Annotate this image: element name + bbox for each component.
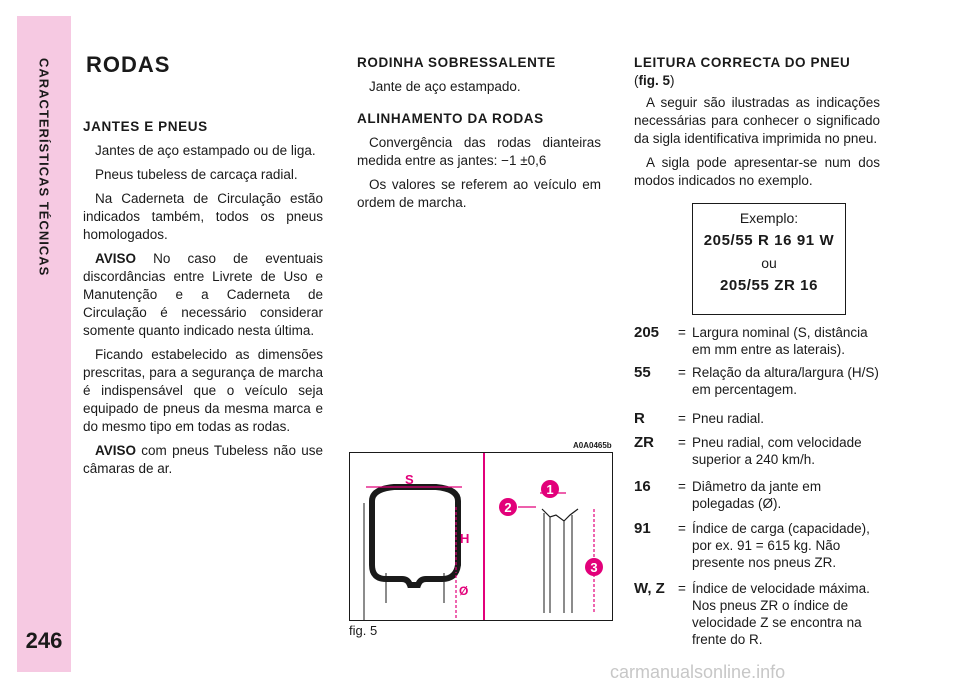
- legend-key: R: [634, 410, 645, 427]
- aviso-label: AVISO: [95, 251, 137, 266]
- label-s: S: [405, 472, 414, 487]
- example-label: Exemplo:: [739, 210, 799, 226]
- jantes-p1: Jantes de aço estampado ou de liga.: [95, 143, 316, 158]
- tire-diagram: [350, 453, 612, 620]
- legend-text: Índice de velocidade máxima. Nos pneus ZR o índice de velocidade Z se encontra na frente do R.: [692, 581, 870, 647]
- rodinha-p1: Jante de aço estampado.: [369, 79, 521, 94]
- legend-equals: =: [678, 325, 686, 340]
- legend-text: Pneu radial.: [692, 411, 765, 426]
- jantes-p3: Na Caderneta de Circulação estão indicados também, todos os pneus homologados.: [83, 191, 323, 242]
- legend-equals: =: [678, 435, 686, 450]
- fig-reference: (fig. 5): [634, 73, 675, 88]
- figure-caption: fig. 5: [349, 623, 378, 638]
- page-number: 246: [25, 628, 63, 653]
- legend-text: Pneu radial, com velocidade superior a 240 km/h.: [692, 435, 862, 467]
- label-diameter: Ø: [459, 584, 469, 598]
- leitura-heading: LEITURA CORRECTA DO PNEU: [634, 55, 851, 70]
- alinhamento-p2: Os valores se referem ao veículo em ordem de marcha.: [357, 177, 601, 210]
- aviso-text: No caso de eventuais discordâncias entre Livrete de Uso e Manutenção e a Caderneta de Circulação é necessário considerar somente quanto indicado nesta última.: [83, 251, 323, 338]
- example-or: ou: [761, 255, 777, 271]
- example-box: [692, 203, 846, 315]
- legend-equals: =: [678, 411, 686, 426]
- figure-code: A0A0465b: [573, 441, 612, 450]
- rodinha-heading: RODINHA SOBRESSALENTE: [357, 55, 556, 70]
- legend-equals: =: [678, 521, 686, 536]
- tire-figure: [349, 452, 613, 621]
- svg-text:2: 2: [504, 500, 512, 515]
- svg-text:3: 3: [590, 560, 598, 575]
- label-h: H: [460, 531, 470, 546]
- legend-text: Relação da altura/largura (H/S) em percentagem.: [692, 365, 879, 397]
- section-sidebar: [17, 16, 71, 672]
- watermark: carmanualsonline.info: [610, 662, 786, 682]
- aviso-paragraph-2: [83, 442, 323, 478]
- aviso-paragraph-1: [83, 250, 323, 340]
- legend-equals: =: [678, 479, 686, 494]
- legend-key: W, Z: [634, 580, 665, 597]
- alinhamento-p1: Convergência das rodas dianteiras medida entre as jantes: −1 ±0,6: [357, 135, 601, 168]
- jantes-p4: Ficando estabelecido as dimensões prescritas, para a segurança de marcha é indispensável que o veículo seja equipado de pneus da mesma marca e do mesmo tipo em todas as rodas.: [83, 347, 323, 434]
- legend-key: 91: [634, 520, 651, 537]
- svg-text:1: 1: [546, 482, 554, 497]
- alinhamento-heading: ALINHAMENTO DA RODAS: [357, 111, 544, 126]
- page-title: RODAS: [86, 52, 171, 77]
- example-code-2: 205/55 ZR 16: [719, 277, 819, 294]
- fig-reference-label: fig. 5: [638, 73, 671, 88]
- aviso-text: com pneus Tubeless não use câmaras de ar.: [83, 443, 323, 476]
- legend-key: 205: [634, 324, 660, 341]
- legend-key: 16: [634, 478, 651, 495]
- legend-key: 55: [634, 364, 651, 381]
- legend-key: ZR: [634, 434, 654, 451]
- legend-equals: =: [678, 581, 686, 596]
- tire-outline: [372, 487, 458, 585]
- column-rodinha: [357, 54, 601, 218]
- legend-equals: =: [678, 365, 686, 380]
- leitura-p1: A seguir são ilustradas as indicações necessárias para conhecer o significado da sigla identificativa imprimida no pneu.: [634, 95, 880, 146]
- rim-profile: [542, 509, 578, 521]
- jantes-heading: JANTES E PNEUS: [83, 119, 208, 134]
- column-jantes: [83, 118, 323, 484]
- section-title: CARACTERÍSTICAS TÉCNICAS: [36, 58, 52, 277]
- legend-text: Diâmetro da jante em polegadas (Ø).: [692, 479, 822, 511]
- leitura-p2: A sigla pode apresentar-se num dos modos indicados no exemplo.: [634, 155, 880, 188]
- jantes-p2: Pneus tubeless de carcaça radial.: [95, 167, 298, 182]
- aviso-label: AVISO: [95, 443, 137, 458]
- column-leitura: [634, 54, 880, 196]
- legend-text: Largura nominal (S, distância em mm entre as laterais).: [692, 325, 868, 357]
- example-code-1: 205/55 R 16 91 W: [703, 232, 835, 249]
- legend-text: Índice de carga (capacidade), por ex. 91 = 615 kg. Não presente nos pneus ZR.: [692, 521, 870, 570]
